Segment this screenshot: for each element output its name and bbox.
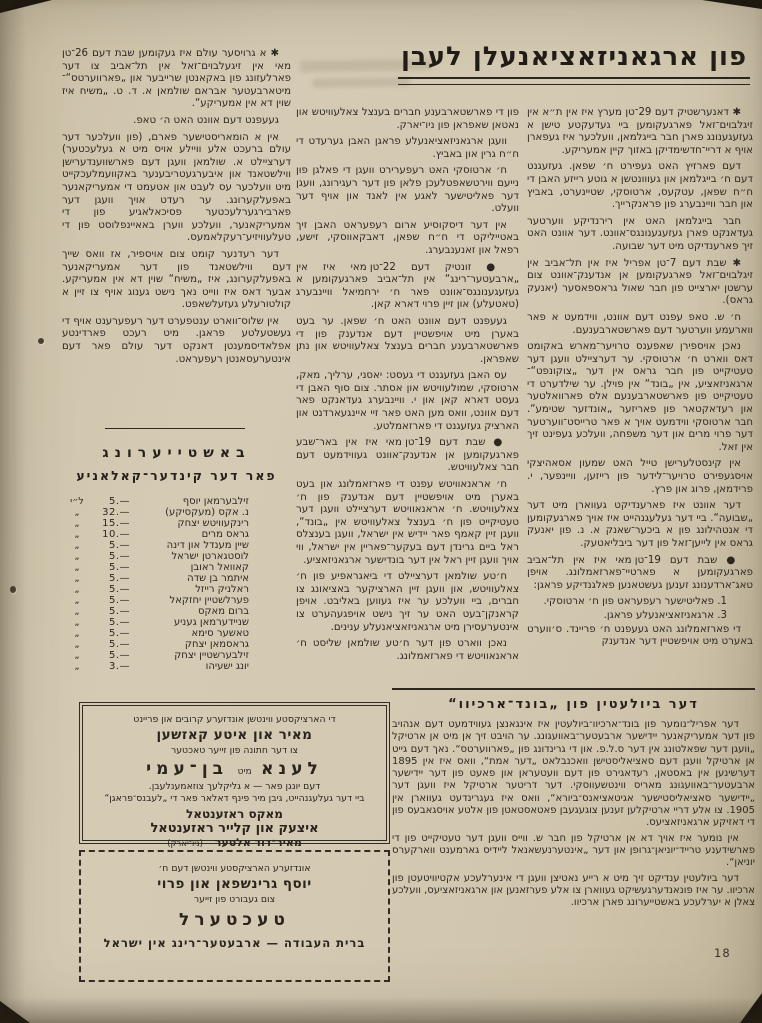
bulletin-section — [392, 688, 755, 950]
news-paragraph: די פארזאמלונג האט געעפנט ח׳ פריינד. ס׳ווערט באערט מיט אויפשטיין דער אנדענק — [527, 623, 753, 648]
donation-currency: „ — [74, 551, 80, 562]
bulletin-paragraph: אין נומער איז אויך דא אן ארטיקל פון חבר ש. ווייס וועגן דער טעטיקייט פון די פארשידענע טרייד־יוניאן־גרופן און דער „אינטערנעשאנאל ליידיס גארמענט ווארקערס יוניאן“. — [392, 832, 755, 869]
donation-amount: 5.— — [108, 628, 130, 639]
section-masthead — [398, 42, 750, 85]
wedding-wish: דעם יונגן פאר — א גליקלעך צוזאמענלעבן. — [148, 781, 321, 792]
donation-row — [64, 617, 249, 628]
donation-currency: „ — [74, 562, 80, 573]
donation-currency: „ — [74, 628, 80, 639]
donation-row — [64, 595, 249, 606]
news-paragraph: פון די פארשטארבענע חברים בענצל צאלעוויטש און נאטאן שאפראן פון ניו־יארק. — [296, 107, 519, 131]
wedding-occasion: צו דער חתונה פון זייער טאכטער — [170, 745, 299, 756]
donation-currency: „ — [74, 540, 80, 551]
wedding-announcement-box — [79, 702, 390, 849]
news-paragraph: וועגן ארגאניזאציאנעלע פראגן האבן גערעדט די ח״ח גרין און באביץ. — [296, 136, 519, 160]
news-paragraph: ח׳ ארטוסקי האט רעפערירט וועגן די פאלגן פון נייעם ווירטשאפטלעכן פלאן פון דער רעגירונג, וועגן דער פאליטישער לאגע אין לאנד און אויף דער וועלט. — [296, 165, 519, 215]
donor-name: שניידערמאן געניע — [173, 617, 249, 628]
news-paragraph: ✱ שבת דעם 7־טן אפריל איז אין תל־אביב אין זיגלבוים־זאל פארגעקומען אן אנדענק־אוונט צום ערשטן יארצייט פון חבר שאול גראספאסער (יאנעק גראס). — [527, 257, 753, 307]
news-paragraph: דער אוונט איז פארענדיקט געווארן מיט דער „שבועה“. ביי דער געלעגנהייט איז אויך פארגעקומען די אנטהילונג פון א ביכער־שאנק א. נ. פון יאנעק גראס אין לייען־זאל פון דער ביבליאטעק. — [527, 500, 753, 549]
photo-background-corner — [702, 0, 762, 9]
news-paragraph: דעם פארזיץ האט געפירט ח׳ שפאן. געזעגנט דעם ח׳ בייגלמאן און געווונטשן א גוטע רייזע האבן די ח״ח שפאן, עטקעס, ארטוסקי, שטיינערט, באביץ און חבר וויינבערג פון פראנקרייך. — [527, 161, 753, 211]
donation-currency: „ — [74, 595, 80, 606]
signature: איצעק און קלייר ראזענטאל — [150, 821, 319, 836]
donation-currency: „ — [74, 661, 80, 672]
donation-row — [64, 496, 249, 507]
donation-amount: 15.— — [102, 518, 130, 529]
donation-row — [64, 518, 249, 529]
donation-row — [64, 507, 249, 518]
donation-amount: 5.— — [108, 551, 130, 562]
donation-amount: 5.— — [108, 595, 130, 606]
donations-subtitle: פאר דער קינדער־קאלאניע — [76, 468, 277, 483]
donations-section — [62, 428, 291, 690]
donation-amount: 5.— — [108, 639, 130, 650]
donor-name: נ. אקס (מעקסיקע) — [165, 507, 249, 518]
news-paragraph: 3. ארגאניזאציאנעלע פראגן. — [603, 609, 727, 621]
donor-name: זילבערשטיין יצחק — [174, 650, 249, 661]
news-paragraph: געעפנט דעם אוונט האט ה׳ טאפ. — [133, 114, 279, 126]
news-paragraph: דער רעדנער קומט צום אויספיר, אז וואס שייך דעם ווילשטאנד פון דער אמעריקאנער באפעלקערונג, איז „משיח“ שוין דא אין אמעריקע. אבער דאס איז ווייט נאך נישט גענוג אויף צו זיין א קולטורעלע געזעלשאפט. — [62, 248, 291, 311]
signature-location: (ניו־יארק) — [167, 839, 203, 849]
donor-name: זילבערמאן יוסף — [182, 496, 249, 507]
donation-row — [64, 650, 249, 661]
news-column-middle — [296, 107, 519, 689]
wedding-parents-names: מאיר און איטע קאזשען — [156, 727, 313, 743]
donation-currency: „ — [74, 617, 80, 628]
donor-name: איתמר בן שדה — [187, 573, 249, 584]
groom-name: בן־עמי — [146, 759, 229, 779]
donation-amount: 3.— — [108, 661, 130, 672]
news-paragraph: נאכן ווארט פון דער ח׳טע שולמאן שליסט ח׳ אראנאוויטש די פארזאמלונג. — [296, 638, 519, 662]
birth-announcement-box — [79, 850, 390, 982]
bride-name: לענא — [261, 759, 323, 779]
donation-currency: „ — [74, 507, 80, 518]
news-paragraph: ✱ א גרויסער עולם איז געקומען שבת דעם 26־טן מאי אין זיגעלבוים־זאל אין תל־אביב צו דער פארלעזונג פון באקאנטן שרייבער און „פארווערטס“־מיטארבעטער אבראם שולמאן א. ד. ט. „משיח איז שוין דא אין אמעריקע“. — [62, 48, 291, 110]
birth-occasion: צום געבורט פון זייער — [193, 894, 276, 905]
scan-speck — [38, 338, 44, 344]
with-word: מיט — [237, 767, 252, 777]
bulletin-title: דער ביולעטין פון „בונד־ארכיוו“ — [448, 697, 699, 712]
donation-currency: ל״י — [70, 496, 84, 507]
donation-currency: „ — [74, 573, 80, 584]
news-paragraph: ● זונטיק דעם 22־טן מאי איז אין „ארבעטער־רינג“ אין תל־אביב פארגעקומען א געזעגענונגס־אוונט פאר ח׳ ירחמיאל וויינבערג (טאטעלע) און זיין פרוי דארא קאן. — [296, 261, 519, 311]
signature: מאקס ראזענטאל — [186, 807, 283, 821]
donation-row — [64, 551, 249, 562]
section-title: פון ארגאניזאציאנעלן לעבן — [400, 42, 748, 72]
donor-name: פערלשטיין יחזקאל — [169, 595, 249, 606]
news-paragraph: עס האבן געזעגנט די געסט: יאסני, ערליך, מאק, ארטוסקי, שמולעוויטש און אסתר. צום סוף האבן די געסט דארא קאן און י. וויינבערג געדאנקט פאר דעם אוונט, וואס מען האט פאר זיי איינגעארדנט און הארציק געזעגנט די פארזאמלטע. — [296, 370, 519, 432]
news-paragraph: ח׳טע שולמאן דערציילט די ביאגראפיע פון ח׳ צאלעוויטש, און וועגן זיין הארציקער באציאונג צו חברים, ביי וועלכע ער איז געווען באליבט. אויפן קראנקן־בעט האט ער זיך נישט אויפגעהערט צו אינטערעסירן מיט ארגאניזאציאנעלע ענינים. — [296, 571, 519, 633]
organization-signature: ברית העבודה — ארבעטער־רינג אין ישראל — [103, 936, 366, 950]
news-paragraph: חבר בייגלמאן האט אין רירנדיקע ווערטער געדאנקט פארן געזעגענונגס־אוונט. דער אוונט האט זיך פארענדיקט מיט דער שבועה. — [527, 215, 753, 252]
wedding-couple-names — [93, 759, 376, 779]
donation-currency: „ — [74, 606, 80, 617]
donation-amount: 5.— — [108, 540, 130, 551]
donation-row — [64, 573, 249, 584]
news-paragraph: ● שבת דעם 19־טן מאי איז אין תל־אביב פארגעקומען א פארטיי־פארזאמלונג. אויפן טאג־ארדענונג זענען געשטאנען פאלגנדיקע פראגן: — [527, 554, 753, 591]
donation-currency: „ — [74, 584, 80, 595]
masthead-double-rule — [398, 77, 750, 85]
donation-row — [64, 661, 249, 672]
donation-currency: „ — [74, 639, 80, 650]
donor-name: ברום מאקס — [197, 606, 249, 617]
bulletin-paragraph: דער אפריל־נומער פון בונד־ארכיוו־ביולעטין איז אינגאנצן געווידמעט דעם אנהויב פון דער אמעריקאנער יידישער ארבעטער־באוועגונג. ער הויבט זיך אן מיט אן ארטיקל „וועגן דער שפאלטונג אין דער ס.ל.פ. און די גרינדונג פון „פארווערטס“. נאך דעם גייט אן ארטיקל וועגן דעם סאציאליסטישן וואכנבלאט „דער אמת“, וואס איז אין 1895 דערשינען אין באסטאן, רעדאגירט פון דעם וועטעראן און פאעט פון דער יידישער ארבעטער־באוועגונג מאריס ווינטשעווסקי. דער דריטער ארטיקל איז וועגן דער „יידישער סאציאליסטישער אגיטאציאנס־ביורא“, וואס איז געגרינדעט געווארן אין 1905. צו אלע דריי ארטיקלען זענען צוגעגעבן פאטאסטאטן פון אלטע אויסגאבעס פון די דאזיקע ארגאניזאציעס. — [392, 719, 755, 829]
donation-amount: 5.— — [108, 584, 130, 595]
donor-name: קאוואל ראובן — [190, 562, 249, 573]
donation-row — [64, 540, 249, 551]
news-column-left — [62, 48, 291, 426]
news-paragraph: ח׳ אראנאוויטש עפנט די פארזאמלונג און בעט באערן מיט אויפשטיין דעם אנדענק פון ח׳ צאלעוויטש. ח׳ אראנאוויטש דערציילט וועגן דער טעטיקייט פון ח׳ בענצל צאלעוויטש אין „בונד“, וועגן זיין קאמף פאר יידיש אין ישראל, וועגן בענצלס ראל ביים גרינדן דעם בעקער־פאריין אין ישראל, ווי אויך וועגן זיין ראל אין דער בונדישער ארגאניזאציע. — [296, 479, 519, 566]
news-paragraph: 1. פאליטישער רעפעראט פון ח׳ ארטוסקי. — [543, 596, 727, 608]
bulletin-paragraph: דער ביולעטין ענדיקט זיך מיט א רייע נאטיצן וועגן די אינערלעכע אקטיוויטעטן פון ארכיוו. ער איז פונאנדערגעשיקט געווארן צו אלע פערזאנען און ארגאניזאציעס, וועלכע צאלן א יערלעכע באשטייערונג פארן ארכיוו. — [392, 872, 755, 909]
wedding-intro: די הארציקסטע ווינטשן אונדזערע קרובים און פריינט — [133, 714, 336, 725]
donation-amount: 5.— — [108, 496, 130, 507]
news-paragraph: געעפנט דעם אוונט האט ח׳ שפאן. ער בעט באערן מיט אויפשטיין דעם אנדענק פון די פארשטארבענע חברים בענצל צאלעוויטש און נתן שאפראן. — [296, 315, 519, 365]
donor-name: רינקעוויטש יצחק — [177, 518, 249, 529]
birth-daughter-word: טעכטערל — [179, 910, 290, 930]
donation-amount: 5.— — [108, 606, 130, 617]
donation-row — [64, 628, 249, 639]
page-number: 18 — [714, 946, 731, 960]
news-paragraph: נאכן אויספירן שאפענס טרויער־מארש באקומט דאס ווארט ח׳ ארטוסקי. ער דערציילט וועגן דער טעטיקייט פון חבר גראס אין דער „צוקונפט“־ארגאניזאציע, אין „בונד“ אין פוילן. ער שילדערט די טעטיקייט פון פארשטארבענעם אלס פארוואלטער און רעדאקטאר פון פאריזער „אונדזער שטימע“. חבר ארטוסקי ווידמעט אויך א פאר טרייסט־ווערטער דער פרוי מרים און דער משפחה, וועלכע געפינט זיך אין זאל. — [527, 341, 753, 453]
donation-row — [64, 606, 249, 617]
section-rule — [105, 428, 245, 429]
birth-parents-names: יוסף גרינשפאן און פרוי — [157, 876, 312, 892]
donor-name: טאשער סימא — [191, 628, 249, 639]
scan-speck — [10, 586, 16, 593]
news-paragraph: ח׳ ש. טאפ עפנט דעם אוונט, ווידמעט א פאר ווארעמע ווערטער דעם פארשטארבענעם. — [527, 311, 753, 336]
donation-currency: „ — [74, 518, 80, 529]
donations-title: באשטייערונג — [102, 445, 251, 461]
donor-name: לוסטגארטן ישראל — [171, 551, 249, 562]
donation-amount: 5.— — [108, 562, 130, 573]
birth-intro: אונדזערע הארציקסטע ווינטשן דעם ח׳ — [158, 863, 311, 874]
donation-amount: 10.— — [102, 529, 130, 540]
donation-amount: 32.— — [102, 507, 130, 518]
signature — [93, 836, 376, 849]
news-paragraph: ● שבת דעם 19־טן מאי איז אין באר־שבע פארגעקומען אן אנדענק־אוונט געווידמעט דעם חבר צאלעוויטש. — [296, 437, 519, 474]
donation-amount: 5.— — [108, 617, 130, 628]
bulletin-body — [392, 719, 755, 909]
news-paragraph: אין דער דיסקוסיע ארום רעפעראט האבן זיך באטייליקט די ח״ח שפאן, דאבקאווסקי, זישע, רפאל און זאנענבערג. — [296, 219, 519, 256]
news-paragraph: אין שלוס־ווארט ענטפערט דער רעפערענט אויף די געשטעלטע פראגן. מיט רעכט פארדינטע אפלאדיסמענטן דאנקט דער עולם פאר דעם אינטערעסאנטן רעפעראט. — [62, 315, 291, 365]
donor-name: גראס מרים — [201, 529, 249, 540]
news-paragraph: אין קינסטלערישן טייל האט שמעון אסאהיצקי אויסגעפירט טרויער־לידער פון רייזען, וויינפער, י. פרידמאן, פרוג און פרץ. — [527, 458, 753, 495]
donation-currency: „ — [74, 650, 80, 661]
news-paragraph: ✱ דאנערשטיק דעם 29־טן מערץ איז אין ת״א אין זיגלבוים־זאל פארגעקומען ביי געדעקטע טישן א געזעגענונג פארן חבר בייגלמאן, וועלכער איז געפארן אויף א דריי־חדשימדיקן באזוך קיין אמעריקע. — [527, 107, 753, 156]
page-edge-shadow — [0, 0, 26, 1023]
news-column-right — [527, 107, 753, 687]
page-edge-shadow — [0, 997, 762, 1023]
news-paragraph: אין א הומאריסטישער פארם, (פון וועלכער דער עולם ברעכט אלע וויילע אויס מיט א געלעכטער) דערציילט א. שולמאן וועגן דעם פארשווענדערישן ווילשטאנד און איבערגעטריבענער באקוועמלעכקייט מיט וועלכער עס לעבט און אטעמט די אמעריקאנער באפעלקערונג. ער רעדט אויך וועגן דער פארבירגערלעכטער פסיכאלאגיע פון די אמעריקאנער, וועלכע ווערן באאיינפלוסט פון די טעלעוויזיע־רעקלאמעס. — [62, 131, 291, 244]
print-bleed-ghost — [312, 77, 410, 88]
donation-amount: 5.— — [108, 573, 130, 584]
donation-row — [64, 639, 249, 650]
donation-amount: 5.— — [108, 650, 130, 661]
donation-row — [64, 529, 249, 540]
donor-name: יונג ישעיהו — [205, 661, 249, 672]
donation-row — [64, 584, 249, 595]
donations-list — [62, 496, 291, 672]
donation-row — [64, 562, 249, 573]
donor-name: שיין מענדל און דינה — [166, 540, 249, 551]
donor-name: גראסמאן יצחק — [184, 639, 249, 650]
donor-name: ראלניק רייזל — [195, 584, 249, 595]
signature-name: מאיר־דוד אלטער — [214, 836, 302, 849]
donation-currency: „ — [74, 529, 80, 540]
wedding-donation-note: ביי דער געלעגנהייט, גיבן מיר פינף דאלאר פאר די „לעבנס־פראגן“ — [104, 793, 365, 804]
